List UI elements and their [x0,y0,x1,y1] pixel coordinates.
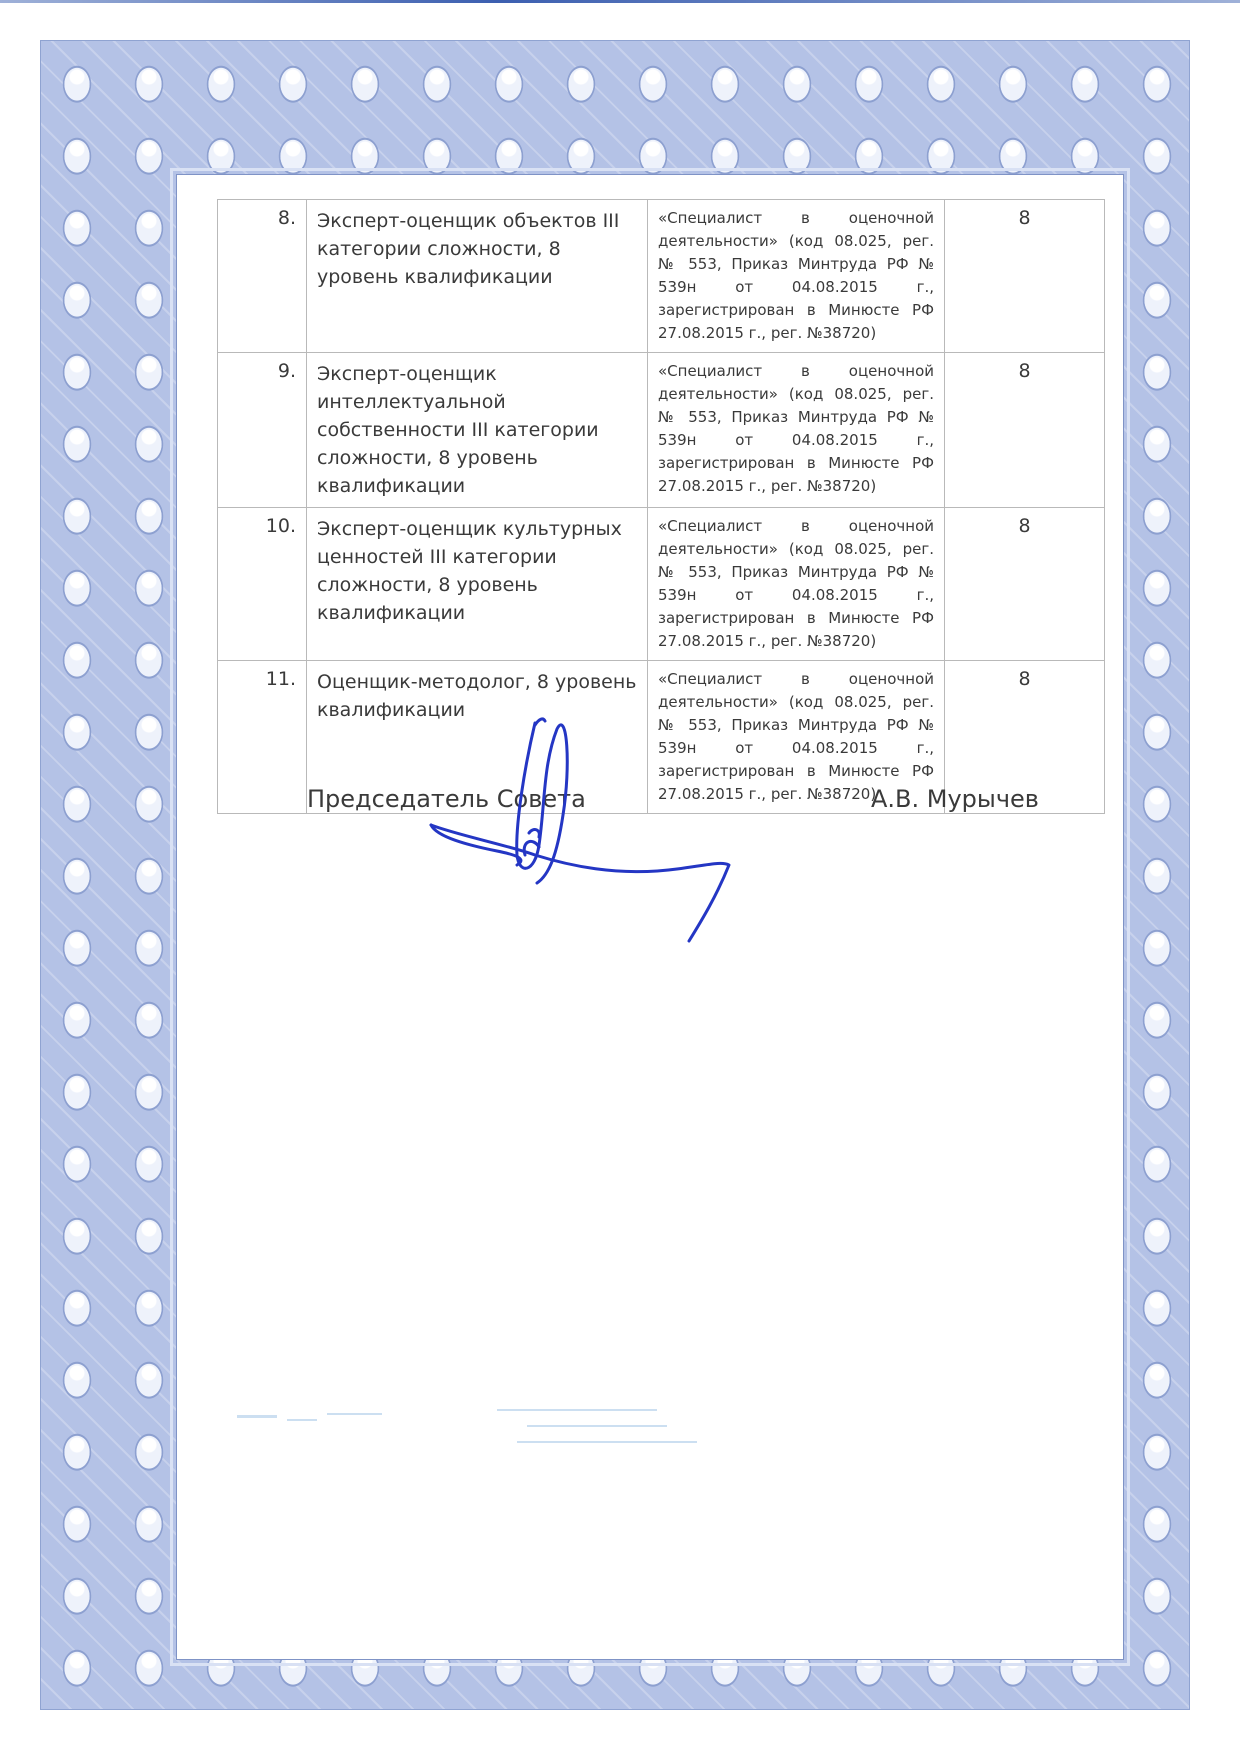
signer-name: А.В. Мурычев [871,785,1039,813]
qualification-level: 8 [945,200,1105,353]
row-number: 10. [218,508,307,661]
scan-edge-line [0,0,1240,3]
qualification-level: 8 [945,508,1105,661]
table-row [218,353,1105,508]
table-row [218,508,1105,661]
qualification-title: Эксперт-оценщик интеллектуальной собственности III категории сложности, 8 уровень квалификации [307,353,648,508]
row-number: 11. [218,661,307,814]
document-page [176,174,1124,1660]
qualification-title: Эксперт-оценщик объектов III категории сложности, 8 уровень квалификации [307,200,648,353]
qualification-level: 8 [945,661,1105,814]
signer-role: Председатель Совета [307,785,586,813]
professional-standard: «Специалист в оценочной деятельности» (код 08.025, рег. № 553, Приказ Минтруда РФ № 539н от 04.08.2015 г., зарегистрирован в Минюсте РФ 27.08.2015 г., рег. №38720) [648,661,945,814]
faint-stamp-imprint [237,1395,717,1475]
row-number: 8. [218,200,307,353]
table-row [218,200,1105,353]
qualification-title: Эксперт-оценщик культурных ценностей III категории сложности, 8 уровень квалификации [307,508,648,661]
professional-standard: «Специалист в оценочной деятельности» (код 08.025, рег. № 553, Приказ Минтруда РФ № 539н от 04.08.2015 г., зарегистрирован в Минюсте РФ 27.08.2015 г., рег. №38720) [648,508,945,661]
handwritten-signature [417,705,767,955]
professional-standard: «Специалист в оценочной деятельности» (код 08.025, рег. № 553, Приказ Минтруда РФ № 539н от 04.08.2015 г., зарегистрирован в Минюсте РФ 27.08.2015 г., рег. №38720) [648,200,945,353]
qualification-level: 8 [945,353,1105,508]
professional-standard: «Специалист в оценочной деятельности» (код 08.025, рег. № 553, Приказ Минтруда РФ № 539н от 04.08.2015 г., зарегистрирован в Минюсте РФ 27.08.2015 г., рег. №38720) [648,353,945,508]
qualification-title: Оценщик-методолог, 8 уровень квалификации [307,661,648,814]
row-number: 9. [218,353,307,508]
